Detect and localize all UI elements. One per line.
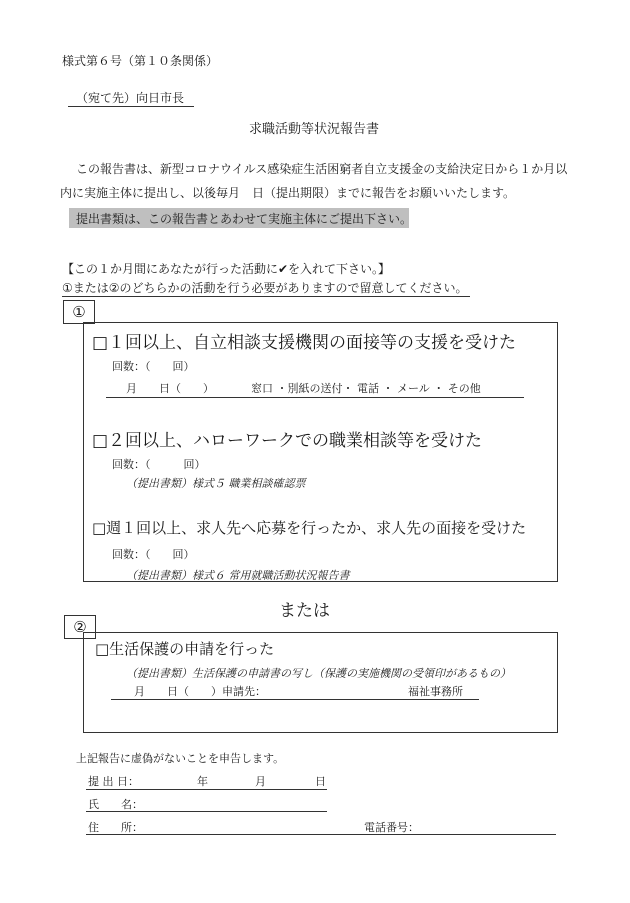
phone-label: 電話番号： <box>364 821 419 834</box>
section1-item2-count: 回数：（ 回） <box>112 458 206 471</box>
section2-item-checkbox-text[interactable]: □生活保護の申請を行った <box>95 640 275 658</box>
section1-item1-methods: 窓口 ・別紙の送付・ 電話 ・ メール ・ その他 <box>251 382 481 395</box>
section1-item1-count: 回数：（ 回） <box>112 360 195 373</box>
intro-line-2: 内に実施主体に提出し、以後毎月 日（提出期限）までに報告をお願いいたします。 <box>60 186 516 200</box>
submit-date-label: 提 出 日： <box>88 775 139 788</box>
section1-item3-count: 回数：（ 回） <box>112 548 195 561</box>
or-text: または <box>279 601 330 621</box>
either-note: ①または②のどちらかの活動を行う必要がありますので留意してください。 <box>62 281 468 295</box>
submit-day: 日 <box>315 775 326 788</box>
section2-item-doc: （提出書類）生活保護の申請書の写し（保護の実施機関の受領印があるもの） <box>126 667 511 680</box>
section2-item-underline <box>111 699 479 700</box>
section2-item-date: 月 日（ ）申請先： <box>134 685 266 698</box>
section2-label: ② <box>64 615 96 639</box>
check-instruction: 【この１か月間にあなたが行った活動に✔を入れて下さい。】 <box>62 262 391 276</box>
submit-month: 月 <box>255 775 266 788</box>
declaration: 上記報告に虚偽がないことを申告します。 <box>76 752 285 765</box>
name-field-line[interactable] <box>86 811 327 812</box>
highlight-text: 提出書類は、この報告書とあわせて実施主体にご提出下さい。 <box>76 212 413 226</box>
section1-item3-doc: （提出書類）様式６ 常用就職活動状況報告書 <box>126 569 350 582</box>
section1-item1-date: 月 日（ ） <box>126 382 214 395</box>
section1-item1-checkbox-text[interactable]: □１回以上、自立相談支援機関の面接等の支援を受けた <box>92 333 517 353</box>
recipient: （宛て先）向日市長 <box>76 91 185 105</box>
address-label: 住 所： <box>88 821 143 834</box>
page-title: 求職活動等状況報告書 <box>249 122 380 137</box>
name-label: 氏 名： <box>88 798 143 811</box>
section1-item1-underline <box>106 397 524 398</box>
section1-item2-doc: （提出書類）様式５ 職業相談確認票 <box>126 477 306 490</box>
intro-line-1: この報告書は、新型コロナウイルス感染症生活困窮者自立支援金の支給決定日から１か月以 <box>76 162 568 176</box>
submit-year: 年 <box>197 775 208 788</box>
section1-label: ① <box>63 300 95 324</box>
either-note-underline <box>62 296 470 297</box>
section2-item-office: 福祉事務所 <box>408 685 463 698</box>
recipient-underline <box>68 106 194 107</box>
section1-item2-checkbox-text[interactable]: □２回以上、ハローワークでの職業相談等を受けた <box>92 431 483 451</box>
submit-date-underline <box>86 789 327 790</box>
address-phone-line[interactable] <box>86 834 556 835</box>
form-number: 様式第６号（第１０条関係） <box>62 54 219 68</box>
section1-item3-checkbox-text[interactable]: □週１回以上、求人先へ応募を行ったか、求人先の面接を受けた <box>92 519 527 537</box>
